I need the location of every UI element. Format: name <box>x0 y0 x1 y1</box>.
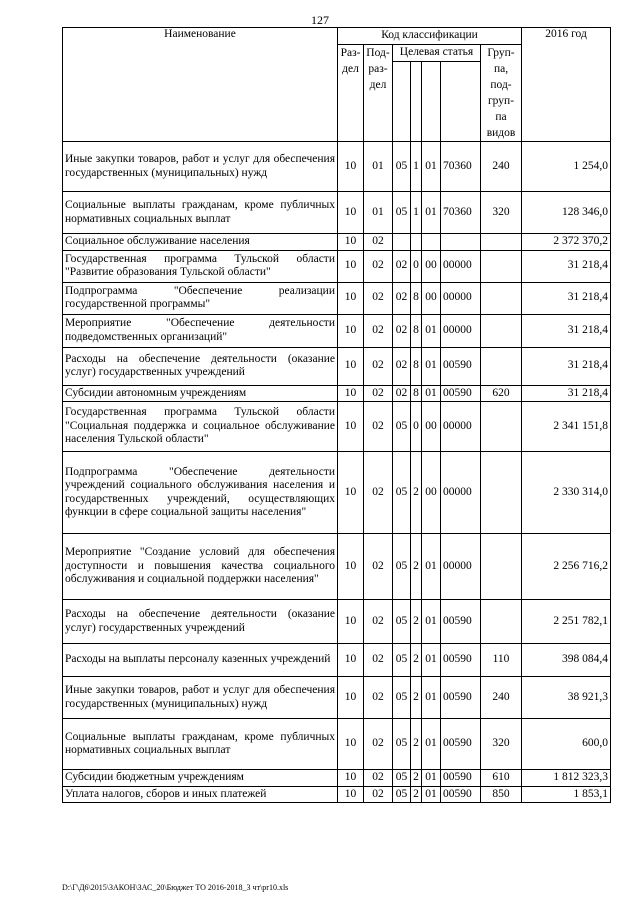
row-name: Иные закупки товаров, работ и услуг для обеспечения государственных (муниципальных) нужд <box>63 677 338 719</box>
budget-table <box>62 27 611 803</box>
table-row <box>63 600 611 644</box>
row-razdel: 10 <box>338 402 364 452</box>
row-name: Государственная программа Тульской области "Социальная поддержка и социальное обслуживание населения Тульской области" <box>63 402 338 452</box>
row-subprogram: 2 <box>411 677 422 719</box>
row-name: Уплата налогов, сборов и иных платежей <box>63 786 338 803</box>
row-podrazdel: 02 <box>364 234 393 251</box>
row-program: 05 <box>393 402 411 452</box>
row-razdel: 10 <box>338 385 364 402</box>
row-podrazdel: 02 <box>364 385 393 402</box>
row-name: Социальные выплаты гражданам, кроме публичных нормативных социальных выплат <box>63 719 338 770</box>
row-subprogram: 2 <box>411 770 422 787</box>
row-razdel: 10 <box>338 142 364 192</box>
table-row <box>63 770 611 787</box>
header-razdel: Раз- дел <box>338 45 364 142</box>
table-row <box>63 786 611 803</box>
table-row <box>63 234 611 251</box>
table-row <box>63 142 611 192</box>
row-vid <box>481 452 522 534</box>
row-subprogram: 2 <box>411 452 422 534</box>
row-razdel: 10 <box>338 644 364 677</box>
row-direction: 00590 <box>441 677 481 719</box>
row-direction <box>441 234 481 251</box>
row-razdel: 10 <box>338 786 364 803</box>
row-direction: 00590 <box>441 347 481 385</box>
row-event <box>422 234 441 251</box>
row-amount: 2 251 782,1 <box>522 600 611 644</box>
row-amount: 31 218,4 <box>522 282 611 314</box>
table-row <box>63 385 611 402</box>
row-direction: 00000 <box>441 452 481 534</box>
row-event: 00 <box>422 402 441 452</box>
row-event: 01 <box>422 347 441 385</box>
row-subprogram: 2 <box>411 719 422 770</box>
row-amount: 31 218,4 <box>522 385 611 402</box>
row-razdel: 10 <box>338 192 364 234</box>
row-name: Расходы на выплаты персоналу казенных учреждений <box>63 644 338 677</box>
row-event: 00 <box>422 282 441 314</box>
row-event: 01 <box>422 644 441 677</box>
row-program: 05 <box>393 770 411 787</box>
row-vid <box>481 600 522 644</box>
row-razdel: 10 <box>338 534 364 600</box>
row-vid <box>481 250 522 282</box>
row-direction: 00000 <box>441 314 481 347</box>
table-row <box>63 677 611 719</box>
row-event: 01 <box>422 786 441 803</box>
row-name: Подпрограмма "Обеспечение реализации государственной программы" <box>63 282 338 314</box>
row-razdel: 10 <box>338 234 364 251</box>
row-event: 00 <box>422 452 441 534</box>
row-amount: 600,0 <box>522 719 611 770</box>
row-vid: 240 <box>481 677 522 719</box>
row-direction: 70360 <box>441 142 481 192</box>
row-name: Субсидии автономным учреждениям <box>63 385 338 402</box>
row-podrazdel: 02 <box>364 282 393 314</box>
row-direction: 00000 <box>441 402 481 452</box>
row-program: 02 <box>393 314 411 347</box>
row-razdel: 10 <box>338 600 364 644</box>
row-subprogram <box>411 234 422 251</box>
row-razdel: 10 <box>338 314 364 347</box>
row-podrazdel: 02 <box>364 600 393 644</box>
row-name: Субсидии бюджетным учреждениям <box>63 770 338 787</box>
row-program: 05 <box>393 786 411 803</box>
row-name: Государственная программа Тульской области "Развитие образования Тульской области" <box>63 250 338 282</box>
row-event: 01 <box>422 770 441 787</box>
row-podrazdel: 02 <box>364 534 393 600</box>
row-razdel: 10 <box>338 677 364 719</box>
row-podrazdel: 02 <box>364 314 393 347</box>
row-name: Социальные выплаты гражданам, кроме публичных нормативных социальных выплат <box>63 192 338 234</box>
row-direction: 00590 <box>441 385 481 402</box>
row-subprogram: 0 <box>411 402 422 452</box>
table-row <box>63 534 611 600</box>
table-row <box>63 282 611 314</box>
table-row <box>63 644 611 677</box>
row-program <box>393 234 411 251</box>
row-razdel: 10 <box>338 347 364 385</box>
row-subprogram: 1 <box>411 142 422 192</box>
row-vid <box>481 314 522 347</box>
row-name: Иные закупки товаров, работ и услуг для обеспечения государственных (муниципальных) нужд <box>63 142 338 192</box>
row-program: 02 <box>393 385 411 402</box>
row-podrazdel: 02 <box>364 402 393 452</box>
row-program: 02 <box>393 347 411 385</box>
row-program: 05 <box>393 644 411 677</box>
row-vid <box>481 347 522 385</box>
row-direction: 00590 <box>441 600 481 644</box>
row-name: Подпрограмма "Обеспечение деятельности учреждений социального обслуживания населения и государственных учреждений, осуществляющих функции в сфере социальной защиты населения" <box>63 452 338 534</box>
row-subprogram: 1 <box>411 192 422 234</box>
row-amount: 31 218,4 <box>522 314 611 347</box>
row-program: 05 <box>393 600 411 644</box>
row-vid: 620 <box>481 385 522 402</box>
row-amount: 2 256 716,2 <box>522 534 611 600</box>
header-code: Код классификации <box>338 28 522 45</box>
row-subprogram: 8 <box>411 282 422 314</box>
header-year: 2016 год <box>522 28 611 142</box>
row-program: 05 <box>393 142 411 192</box>
row-vid <box>481 282 522 314</box>
row-razdel: 10 <box>338 250 364 282</box>
row-event: 01 <box>422 600 441 644</box>
row-podrazdel: 02 <box>364 719 393 770</box>
row-subprogram: 8 <box>411 347 422 385</box>
row-name: Мероприятие "Создание условий для обеспечения доступности и повышения качества социального обслуживания и социальной поддержки населения" <box>63 534 338 600</box>
row-podrazdel: 01 <box>364 192 393 234</box>
row-direction: 00000 <box>441 534 481 600</box>
row-razdel: 10 <box>338 282 364 314</box>
row-amount: 2 330 314,0 <box>522 452 611 534</box>
header-name: Наименование <box>63 28 338 142</box>
row-vid: 320 <box>481 719 522 770</box>
row-amount: 1 254,0 <box>522 142 611 192</box>
row-amount: 2 341 151,8 <box>522 402 611 452</box>
row-direction: 00590 <box>441 770 481 787</box>
header-tselevaya: Целевая статья <box>393 45 481 62</box>
table-row <box>63 402 611 452</box>
row-amount: 31 218,4 <box>522 250 611 282</box>
row-event: 01 <box>422 192 441 234</box>
row-amount: 128 346,0 <box>522 192 611 234</box>
row-subprogram: 0 <box>411 250 422 282</box>
row-program: 02 <box>393 250 411 282</box>
row-razdel: 10 <box>338 719 364 770</box>
row-amount: 2 372 370,2 <box>522 234 611 251</box>
row-program: 05 <box>393 719 411 770</box>
row-subprogram: 2 <box>411 534 422 600</box>
row-podrazdel: 02 <box>364 644 393 677</box>
row-program: 02 <box>393 282 411 314</box>
row-program: 05 <box>393 452 411 534</box>
row-subprogram: 8 <box>411 314 422 347</box>
row-amount: 1 812 323,3 <box>522 770 611 787</box>
row-amount: 1 853,1 <box>522 786 611 803</box>
table-row <box>63 192 611 234</box>
row-podrazdel: 02 <box>364 770 393 787</box>
row-vid <box>481 234 522 251</box>
table-row <box>63 719 611 770</box>
row-podrazdel: 02 <box>364 677 393 719</box>
row-vid <box>481 402 522 452</box>
row-subprogram: 2 <box>411 644 422 677</box>
table-row <box>63 452 611 534</box>
row-vid: 110 <box>481 644 522 677</box>
page-number: 127 <box>311 13 329 27</box>
row-amount: 38 921,3 <box>522 677 611 719</box>
row-amount: 31 218,4 <box>522 347 611 385</box>
row-vid <box>481 534 522 600</box>
row-event: 01 <box>422 314 441 347</box>
row-event: 01 <box>422 719 441 770</box>
row-event: 01 <box>422 677 441 719</box>
row-vid: 850 <box>481 786 522 803</box>
row-event: 00 <box>422 250 441 282</box>
row-razdel: 10 <box>338 770 364 787</box>
row-podrazdel: 02 <box>364 452 393 534</box>
row-vid: 320 <box>481 192 522 234</box>
table-row <box>63 314 611 347</box>
row-name: Мероприятие "Обеспечение деятельности подведомственных организаций" <box>63 314 338 347</box>
row-subprogram: 2 <box>411 600 422 644</box>
header-podrazdel: Под- раз- дел <box>364 45 393 142</box>
row-direction: 00000 <box>441 282 481 314</box>
table-row <box>63 347 611 385</box>
row-amount: 398 084,4 <box>522 644 611 677</box>
footer-file-path: D:\Г\Д6\2015\ЗАКОН\ЗАС_20\Бюджет ТО 2016-2018_3 чт\pr10.xls <box>62 883 289 892</box>
row-direction: 00590 <box>441 644 481 677</box>
row-name: Расходы на обеспечение деятельности (оказание услуг) государственных учреждений <box>63 347 338 385</box>
row-direction: 70360 <box>441 192 481 234</box>
row-podrazdel: 02 <box>364 786 393 803</box>
row-program: 05 <box>393 534 411 600</box>
row-event: 01 <box>422 534 441 600</box>
row-vid: 240 <box>481 142 522 192</box>
row-subprogram: 2 <box>411 786 422 803</box>
row-event: 01 <box>422 142 441 192</box>
row-subprogram: 8 <box>411 385 422 402</box>
header-gruppa: Груп- па, под- груп- па видов <box>481 45 522 142</box>
row-event: 01 <box>422 385 441 402</box>
table-row <box>63 250 611 282</box>
row-podrazdel: 02 <box>364 347 393 385</box>
row-podrazdel: 02 <box>364 250 393 282</box>
row-razdel: 10 <box>338 452 364 534</box>
row-name: Социальное обслуживание населения <box>63 234 338 251</box>
row-program: 05 <box>393 192 411 234</box>
row-direction: 00590 <box>441 786 481 803</box>
row-podrazdel: 01 <box>364 142 393 192</box>
row-direction: 00000 <box>441 250 481 282</box>
row-program: 05 <box>393 677 411 719</box>
row-name: Расходы на обеспечение деятельности (оказание услуг) государственных учреждений <box>63 600 338 644</box>
row-direction: 00590 <box>441 719 481 770</box>
row-vid: 610 <box>481 770 522 787</box>
